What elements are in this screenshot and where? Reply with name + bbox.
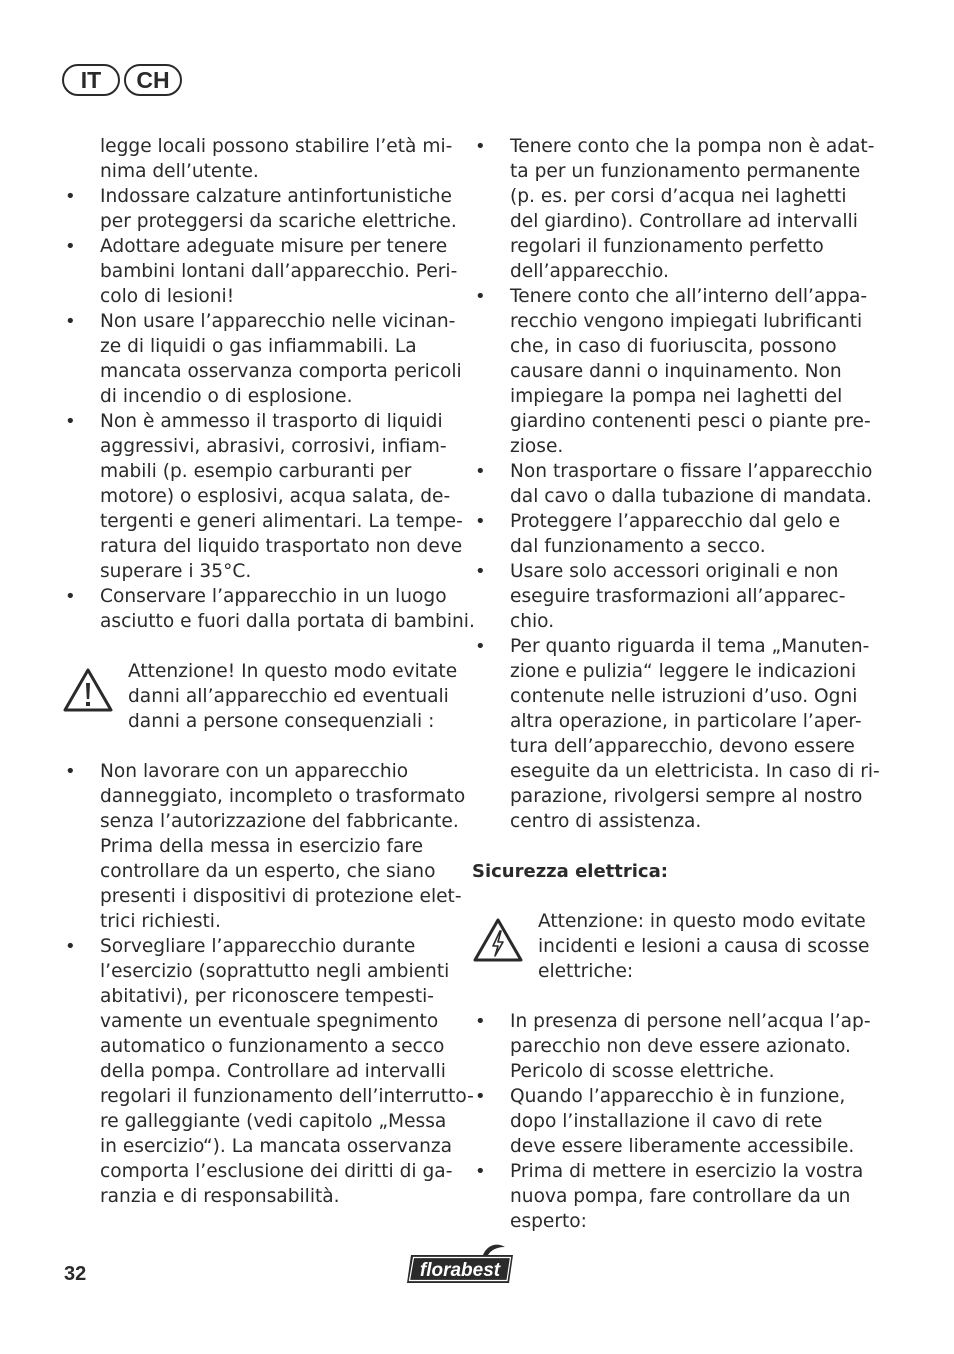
text-line: • Adottare adeguate misure per tenere bbox=[100, 236, 448, 257]
text-line: dal cavo o dalla tubazione di mandata. bbox=[510, 486, 872, 507]
text-line: • Tenere conto che all’interno dell’appa- bbox=[510, 286, 868, 307]
bullet-item bbox=[62, 234, 458, 309]
text-line: • Usare solo accessori originali e non bbox=[510, 561, 839, 582]
left-column bbox=[62, 134, 475, 1209]
bullet-list-top bbox=[62, 184, 475, 634]
spacer bbox=[62, 634, 452, 659]
bullet-item bbox=[472, 284, 871, 459]
text-line: di incendio o di esplosione. bbox=[100, 386, 353, 407]
text-line: eseguite da un elettricista. In caso di ri- bbox=[510, 761, 880, 782]
text-line: nuova pompa, fare controllare da un bbox=[510, 1186, 851, 1207]
language-badge-it: IT bbox=[62, 64, 120, 96]
warning-triangle-lightning-icon bbox=[472, 917, 524, 963]
text-line: asciutto e fuori dalla portata di bambini. bbox=[100, 611, 475, 632]
text-line: • In presenza di persone nell’acqua l’ap- bbox=[510, 1011, 871, 1032]
language-badges bbox=[62, 64, 182, 96]
electric-warning-block bbox=[472, 909, 870, 984]
text-line: danneggiato, incompleto o trasformato bbox=[100, 786, 466, 807]
text-line: tura dell’apparecchio, devono essere bbox=[510, 736, 855, 757]
text-line: Prima della messa in esercizio fare bbox=[100, 836, 424, 857]
text-line: • Tenere conto che la pompa non è adat- bbox=[510, 136, 875, 157]
text-line: mancata osservanza comporta pericoli bbox=[100, 361, 462, 382]
text-line: ziose. bbox=[510, 436, 564, 457]
text-line: aggressivi, abrasivi, corrosivi, infiam- bbox=[100, 436, 447, 457]
warning-triangle-exclamation-icon bbox=[62, 667, 114, 713]
text-line: comporta l’esclusione dei diritti di ga- bbox=[100, 1161, 453, 1182]
text-line: • Non lavorare con un apparecchio bbox=[100, 761, 409, 782]
text-line: parecchio non deve essere azionato. bbox=[510, 1036, 851, 1057]
bullet-list-bottom bbox=[472, 1009, 871, 1234]
text-line: controllare da un esperto, che siano bbox=[100, 861, 436, 882]
text-line: contenute nelle istruzioni d’uso. Ogni bbox=[510, 686, 858, 707]
right-column bbox=[472, 134, 880, 1234]
text-line: l’esercizio (soprattutto negli ambienti bbox=[100, 961, 450, 982]
text-line: parazione, rivolgersi sempre al nostro bbox=[510, 786, 863, 807]
text-line: regolari il funzionamento perfetto bbox=[510, 236, 824, 257]
text-line: deve essere liberamente accessibile. bbox=[510, 1136, 855, 1157]
text-line: esperto: bbox=[510, 1211, 587, 1232]
text-line: legge locali possono stabilire l’età mi- bbox=[100, 136, 453, 157]
text-line: • Non usare l’apparecchio nelle vicinan- bbox=[100, 311, 456, 332]
bullet-item bbox=[472, 509, 862, 559]
text-line: zione e pulizia“ leggere le indicazioni bbox=[510, 661, 857, 682]
text-line: re galleggiante (vedi capitolo „Messa bbox=[100, 1111, 447, 1132]
text-line: • Proteggere l’apparecchio dal gelo e bbox=[510, 511, 841, 532]
text-line: mabili (p. esempio carburanti per bbox=[100, 461, 412, 482]
text-line: • Quando l’apparecchio è in funzione, bbox=[510, 1086, 846, 1107]
intro-continuation bbox=[62, 134, 452, 184]
bullet-list-top bbox=[472, 134, 880, 834]
text-line: giardino contenenti pesci o piante pre- bbox=[510, 411, 871, 432]
text-line: causare danni o inquinamento. Non bbox=[510, 361, 842, 382]
text-line: recchio vengono impiegati lubrificanti bbox=[510, 311, 863, 332]
text-line: del giardino). Controllare ad intervalli bbox=[510, 211, 858, 232]
text-line: presenti i dispositivi di protezione elet- bbox=[100, 886, 462, 907]
text-line: Attenzione! In questo modo evitate bbox=[128, 661, 458, 682]
text-line: eseguire trasformazioni all’apparec- bbox=[510, 586, 846, 607]
text-line: Pericolo di scosse elettriche. bbox=[510, 1061, 775, 1082]
bullet-item bbox=[62, 309, 462, 409]
text-line: nima dell’utente. bbox=[100, 161, 259, 182]
text-line: (p. es. per corsi d’acqua nei laghetti bbox=[510, 186, 847, 207]
text-line: regolari il funzionamento dell’interrutto- bbox=[100, 1086, 474, 1107]
logo-text: florabest bbox=[419, 1260, 501, 1281]
text-line: • Non trasportare o fissare l’apparecchio bbox=[510, 461, 873, 482]
text-line: motore) o esplosivi, acqua salata, de- bbox=[100, 486, 451, 507]
text-line: trici richiesti. bbox=[100, 911, 221, 932]
text-line: dell’apparecchio. bbox=[510, 261, 669, 282]
bullet-item bbox=[472, 634, 880, 834]
warning-text bbox=[538, 909, 870, 984]
section-heading: Sicurezza elettrica: bbox=[472, 861, 668, 882]
text-line: • Conservare l’apparecchio in un luogo bbox=[100, 586, 447, 607]
spacer bbox=[472, 884, 862, 909]
spacer bbox=[472, 834, 862, 859]
spacer bbox=[472, 984, 862, 1009]
text-line: altra operazione, in particolare l’aper- bbox=[510, 711, 862, 732]
bullet-item bbox=[62, 759, 466, 934]
text-line: bambini lontani dall’apparecchio. Peri- bbox=[100, 261, 458, 282]
language-badge-ch: CH bbox=[124, 64, 182, 96]
text-line: • Sorvegliare l’apparecchio durante bbox=[100, 936, 416, 957]
text-line: Attenzione: in questo modo evitate bbox=[538, 911, 866, 932]
text-line: in esercizio“). La mancata osservanza bbox=[100, 1136, 453, 1157]
bullet-item bbox=[62, 409, 463, 584]
text-line: • Per quanto riguarda il tema „Manuten- bbox=[510, 636, 870, 657]
bullet-item bbox=[472, 459, 873, 509]
text-line: per proteggersi da scariche elettriche. bbox=[100, 211, 457, 232]
text-line: che, in caso di fuoriuscita, possono bbox=[510, 336, 837, 357]
text-line: elettriche: bbox=[538, 961, 634, 982]
text-line: ranzia e di responsabilità. bbox=[100, 1186, 340, 1207]
text-line: • Non è ammesso il trasporto di liquidi bbox=[100, 411, 443, 432]
text-line: chio. bbox=[510, 611, 555, 632]
text-line: vamente un eventuale spegnimento bbox=[100, 1011, 439, 1032]
bullet-item bbox=[472, 134, 875, 284]
text-line: ta per un funzionamento permanente bbox=[510, 161, 861, 182]
text-line: centro di assistenza. bbox=[510, 811, 702, 832]
warning-block bbox=[62, 659, 458, 734]
text-line: automatico o funzionamento a secco bbox=[100, 1036, 445, 1057]
text-line: • Prima di mettere in esercizio la vostra bbox=[510, 1161, 864, 1182]
warning-text bbox=[128, 659, 458, 734]
text-line: dal funzionamento a secco. bbox=[510, 536, 766, 557]
bullet-item bbox=[472, 1009, 871, 1084]
text-line: ze di liquidi o gas infiammabili. La bbox=[100, 336, 417, 357]
text-line: dopo l’installazione il cavo di rete bbox=[510, 1111, 823, 1132]
text-line: colo di lesioni! bbox=[100, 286, 235, 307]
text-line: tergenti e generi alimentari. La tempe- bbox=[100, 511, 463, 532]
bullet-item bbox=[62, 184, 457, 234]
text-line: danni all’apparecchio ed eventuali bbox=[128, 686, 449, 707]
bullet-item bbox=[472, 1084, 862, 1159]
text-line: impiegare la pompa nei laghetti del bbox=[510, 386, 843, 407]
bullet-list-bottom bbox=[62, 759, 474, 1209]
text-line: danni a persone consequenziali : bbox=[128, 711, 435, 732]
bullet-item bbox=[62, 934, 474, 1209]
bullet-item bbox=[472, 1159, 862, 1234]
florabest-logo bbox=[405, 1243, 519, 1289]
text-line: senza l’autorizzazione del fabbricante. bbox=[100, 811, 459, 832]
page-number: 32 bbox=[64, 1263, 87, 1285]
text-line: ratura del liquido trasportato non deve bbox=[100, 536, 463, 557]
text-line: abitativi), per riconoscere tempesti- bbox=[100, 986, 434, 1007]
text-line: • Indossare calzature antinfortunistiche bbox=[100, 186, 453, 207]
text-line: superare i 35°C. bbox=[100, 561, 252, 582]
bullet-item bbox=[472, 559, 862, 634]
text-line: della pompa. Controllare ad intervalli bbox=[100, 1061, 446, 1082]
spacer bbox=[62, 734, 452, 759]
bullet-item bbox=[62, 584, 475, 634]
text-line: incidenti e lesioni a causa di scosse bbox=[538, 936, 870, 957]
